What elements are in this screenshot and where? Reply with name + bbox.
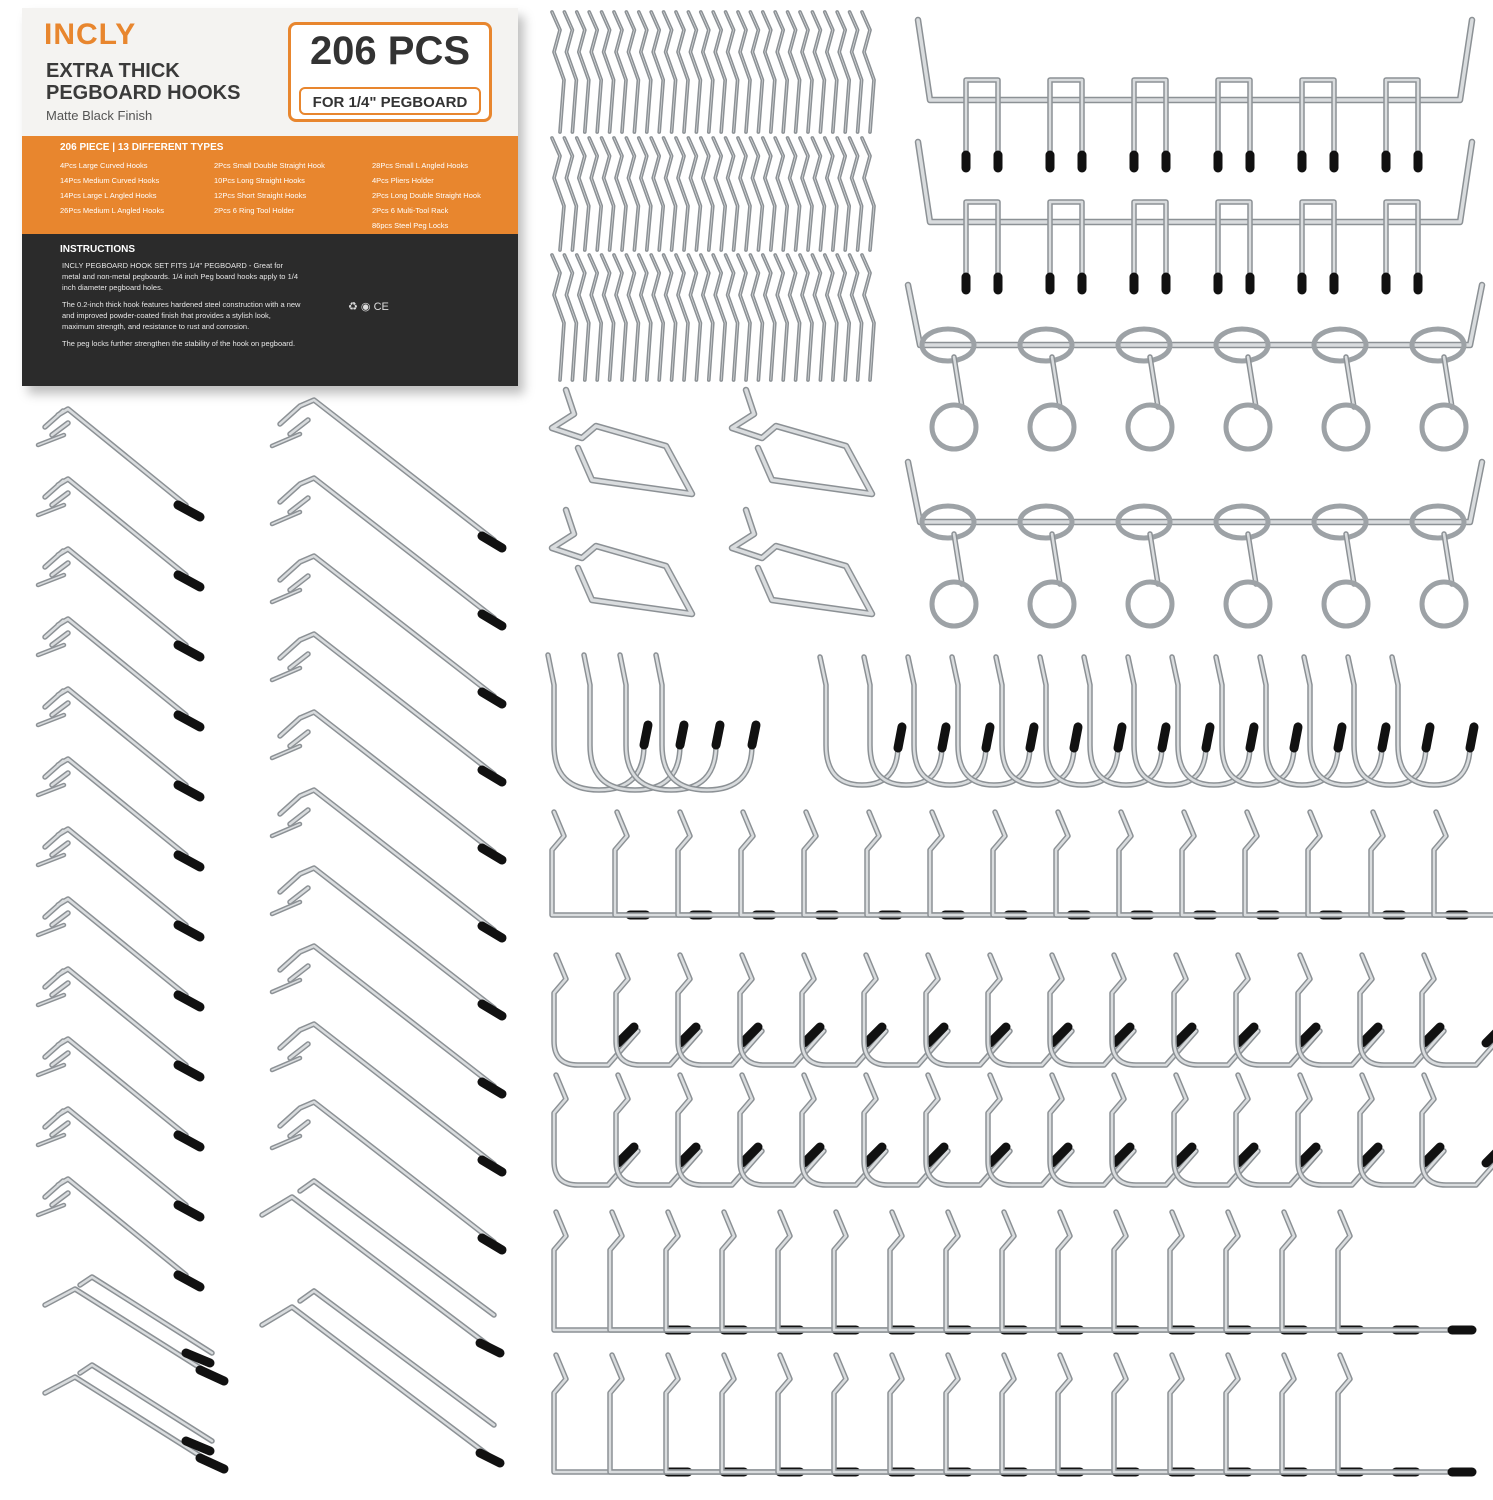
- hook-wire-shadow: [1302, 80, 1334, 160]
- hook-wire-shadow: [825, 12, 837, 132]
- hook-wire: [1444, 357, 1452, 407]
- hook-wire-shadow: [280, 790, 494, 930]
- hook-wire: [1134, 80, 1166, 160]
- ring-bottom: [1422, 405, 1466, 449]
- hook-wire-shadow: [804, 812, 900, 915]
- box-title-line1: EXTRA THICK: [46, 60, 180, 82]
- instruction-item: The 0.2-inch thick hook features hardened steel construction with a new and improved powder-coated finish that provides a stylish look, maximum strength, and resistance to rust and corrosion.: [62, 300, 301, 331]
- hook-wire-shadow: [726, 12, 738, 132]
- type-item: 12Pcs Short Straight Hooks: [214, 191, 307, 200]
- rubber-tip: [200, 1458, 224, 1469]
- hook-wire: [1346, 357, 1354, 407]
- hook-wire-shadow: [825, 138, 837, 250]
- hook-wire-shadow: [1422, 955, 1493, 1065]
- rubber-tip: [898, 727, 902, 748]
- hook-wire: [678, 812, 774, 915]
- rubber-tip: [482, 848, 502, 860]
- hook-wire-shadow: [1040, 657, 1122, 785]
- hook-wire-shadow: [1050, 202, 1082, 282]
- rubber-tip: [480, 1453, 500, 1463]
- rubber-tip: [1030, 727, 1034, 748]
- hook-wire: [552, 510, 692, 614]
- hook-wire: [280, 1102, 494, 1242]
- hook-wire-shadow: [626, 12, 638, 132]
- hook-wire: [1050, 80, 1082, 160]
- hook-wire-shadow: [812, 138, 824, 250]
- badge-subtitle: FOR 1/4" PEGBOARD: [299, 87, 481, 115]
- rubber-tip: [178, 1275, 200, 1287]
- hook-wire-shadow: [952, 657, 1034, 785]
- hook-wire-shadow: [614, 12, 626, 132]
- rubber-tip: [1118, 727, 1122, 748]
- hook-wire: [1386, 202, 1418, 282]
- ring-bottom: [932, 405, 976, 449]
- hook-wire: [1444, 534, 1452, 584]
- hook-wire-shadow: [614, 138, 626, 250]
- hook-wire-shadow: [564, 138, 576, 250]
- rubber-tip: [1338, 727, 1342, 748]
- hook-wire-shadow: [837, 138, 849, 250]
- instruction-item: INCLY PEGBOARD HOOK SET FITS 1/4" PEGBOARD - Great for metal and non-metal pegboards. 1/4 inch Peg board hooks apply to 1/4 inch diameter pegboard holes.: [62, 261, 298, 292]
- hook-wire: [954, 534, 962, 584]
- hook-wire: [908, 462, 1482, 522]
- hook-wire-shadow: [280, 868, 494, 1008]
- hook-wire-shadow: [688, 138, 700, 250]
- rubber-tip: [1382, 727, 1386, 748]
- hook-wire: [1248, 357, 1256, 407]
- peg-locks-group: [552, 12, 874, 380]
- rubber-tip: [1250, 727, 1254, 748]
- hook-wire: [741, 812, 837, 915]
- hook-wire-shadow: [1084, 657, 1166, 785]
- hook-wire: [272, 512, 300, 524]
- hook-wire-shadow: [1128, 657, 1210, 785]
- rubber-tip: [1426, 727, 1430, 748]
- hook-wire-shadow: [918, 20, 1472, 100]
- type-item: 2Pcs Long Double Straight Hook: [372, 191, 481, 200]
- hook-wire: [272, 590, 300, 602]
- hook-wire: [1052, 357, 1060, 407]
- rubber-tip: [480, 1343, 500, 1353]
- hook-wire-shadow: [1134, 202, 1166, 282]
- box-finish: Matte Black Finish: [46, 108, 153, 123]
- angled-hooks-group: [552, 812, 1493, 1472]
- hook-wire-shadow: [862, 138, 874, 250]
- hook-wire: [1150, 357, 1158, 407]
- type-item: 2Pcs 6 Multi-Tool Rack: [372, 206, 449, 215]
- type-item: 14Pcs Large L Angled Hooks: [60, 191, 157, 200]
- brand-logo: INCLY: [44, 18, 137, 51]
- type-item: 2Pcs Small Double Straight Hook: [214, 161, 325, 170]
- hook-wire-shadow: [775, 138, 787, 250]
- hook-wire: [867, 812, 963, 915]
- instructions-heading: INSTRUCTIONS: [60, 244, 135, 255]
- hook-wire-shadow: [750, 12, 762, 132]
- hook-wire: [1371, 812, 1467, 915]
- hook-wire-shadow: [862, 12, 874, 132]
- rubber-tip: [1470, 727, 1474, 748]
- rubber-tip: [482, 692, 502, 704]
- rubber-tip: [178, 855, 200, 867]
- hook-wire: [656, 655, 756, 790]
- hook-wire: [732, 510, 872, 614]
- rubber-tip: [986, 727, 990, 748]
- hook-wire-shadow: [1386, 80, 1418, 160]
- rubber-tip: [716, 725, 720, 745]
- rubber-tip: [752, 725, 756, 745]
- rubber-tip: [178, 1065, 200, 1077]
- hook-wire: [1302, 80, 1334, 160]
- hook-wire-shadow: [850, 138, 862, 250]
- hook-wire: [272, 434, 300, 446]
- hook-wire-shadow: [280, 634, 494, 774]
- type-item: 86pcs Steel Peg Locks: [372, 221, 449, 230]
- hook-wire: [918, 20, 1472, 100]
- hook-wire-shadow: [993, 812, 1089, 915]
- hook-wire-shadow: [602, 138, 614, 250]
- rubber-tip: [482, 1082, 502, 1094]
- hook-wire: [272, 902, 300, 914]
- hook-wire: [272, 746, 300, 758]
- rubber-tip: [178, 505, 200, 517]
- hook-wire-shadow: [996, 657, 1078, 785]
- ring-bottom: [1128, 405, 1172, 449]
- rubber-tip: [178, 645, 200, 657]
- hook-wire-shadow: [589, 12, 601, 132]
- hook-wire: [1346, 534, 1354, 584]
- hook-wire-shadow: [1260, 657, 1342, 785]
- hook-wire-shadow: [589, 138, 601, 250]
- rubber-tip: [482, 1160, 502, 1172]
- hook-wire-shadow: [864, 657, 946, 785]
- hook-wire-shadow: [1386, 202, 1418, 282]
- rubber-tip: [644, 725, 648, 745]
- hook-wire: [280, 634, 494, 774]
- hook-wire-shadow: [626, 138, 638, 250]
- hook-wire-shadow: [678, 812, 774, 915]
- hook-wire: [272, 1058, 300, 1070]
- hook-wire-shadow: [788, 12, 800, 132]
- hook-wire-shadow: [908, 462, 1482, 522]
- type-item: 10Pcs Long Straight Hooks: [214, 176, 305, 185]
- hook-wire-shadow: [908, 657, 990, 785]
- instruction-item: The peg locks further strengthen the stability of the hook on pegboard.: [62, 339, 296, 348]
- ring-bottom: [932, 582, 976, 626]
- hook-wire-shadow: [676, 138, 688, 250]
- hook-wire-shadow: [1050, 80, 1082, 160]
- rubber-tip: [482, 536, 502, 548]
- hook-wire-shadow: [741, 812, 837, 915]
- hook-wire-shadow: [280, 556, 494, 696]
- hook-wire: [280, 1024, 494, 1164]
- hook-wire-shadow: [850, 12, 862, 132]
- hook-wire: [280, 712, 494, 852]
- ring-bottom: [1422, 582, 1466, 626]
- hook-wire-shadow: [788, 138, 800, 250]
- hook-wire-shadow: [1371, 812, 1467, 915]
- rubber-tip: [178, 1205, 200, 1217]
- hook-wire-shadow: [639, 138, 651, 250]
- hook-wire-shadow: [577, 12, 589, 132]
- ring-bottom: [1226, 582, 1270, 626]
- hook-wire-shadow: [775, 12, 787, 132]
- ring-bottom: [1030, 582, 1074, 626]
- hook-wire: [1134, 202, 1166, 282]
- hook-wire-shadow: [908, 285, 1482, 345]
- hook-wire-shadow: [763, 138, 775, 250]
- hook-wire-shadow: [280, 400, 494, 540]
- rubber-tip: [1486, 1147, 1493, 1163]
- hook-wire-shadow: [1245, 812, 1341, 915]
- hook-wire-shadow: [1302, 202, 1334, 282]
- hook-wire-shadow: [837, 12, 849, 132]
- hook-wire-shadow: [930, 812, 1026, 915]
- hook-wire-shadow: [1348, 657, 1430, 785]
- hook-wire: [272, 1136, 300, 1148]
- hook-wire: [280, 868, 494, 1008]
- ring-bottom: [1226, 405, 1270, 449]
- hook-wire-shadow: [713, 12, 725, 132]
- hook-wire-shadow: [1338, 1355, 1468, 1472]
- hook-wire-shadow: [602, 12, 614, 132]
- hook-wire: [1338, 1212, 1468, 1330]
- hook-wire-shadow: [577, 138, 589, 250]
- hook-wire-shadow: [1218, 80, 1250, 160]
- hook-wire-shadow: [639, 12, 651, 132]
- hook-wire: [552, 812, 648, 915]
- hook-wire: [1052, 534, 1060, 584]
- hook-wire: [1245, 812, 1341, 915]
- hook-wire-shadow: [738, 12, 750, 132]
- rubber-tip: [200, 1370, 224, 1381]
- type-item: 2Pcs 6 Ring Tool Holder: [214, 206, 295, 215]
- hook-wire: [1218, 80, 1250, 160]
- type-item: 28Pcs Small L Angled Hooks: [372, 161, 469, 170]
- hook-wire: [804, 812, 900, 915]
- hook-wire-shadow: [1056, 812, 1152, 915]
- hook-wire: [1050, 202, 1082, 282]
- hook-wire-shadow: [966, 202, 998, 282]
- hook-wire: [1218, 202, 1250, 282]
- hook-wire: [615, 812, 711, 915]
- rubber-tip: [178, 995, 200, 1007]
- type-item: 14Pcs Medium Curved Hooks: [60, 176, 160, 185]
- rubber-tip: [942, 727, 946, 748]
- types-heading: 206 PIECE | 13 DIFFERENT TYPES: [60, 142, 224, 153]
- hook-wire-shadow: [867, 812, 963, 915]
- hook-wire-shadow: [750, 138, 762, 250]
- hook-wire-shadow: [280, 712, 494, 852]
- hook-wire-shadow: [1119, 812, 1215, 915]
- pliers-holder-group: [552, 390, 872, 614]
- rubber-tip: [178, 925, 200, 937]
- hook-wire: [1386, 80, 1418, 160]
- rubber-tip: [178, 575, 200, 587]
- rubber-tip: [1074, 727, 1078, 748]
- hook-wire: [272, 668, 300, 680]
- rubber-tip: [178, 715, 200, 727]
- hook-wire: [552, 390, 692, 494]
- tool-racks-group: [908, 20, 1482, 626]
- hook-wire-shadow: [701, 12, 713, 132]
- hook-wire-shadow: [664, 12, 676, 132]
- rubber-tip: [1486, 1027, 1493, 1043]
- ring-bottom: [1128, 582, 1172, 626]
- hook-wire: [1056, 812, 1152, 915]
- hook-wire: [993, 812, 1089, 915]
- hook-wire: [1150, 534, 1158, 584]
- hook-wire-shadow: [966, 80, 998, 160]
- hook-wire: [280, 400, 494, 540]
- rubber-tip: [482, 1238, 502, 1250]
- hook-wire-shadow: [552, 12, 564, 132]
- hook-wire-shadow: [1422, 1075, 1493, 1185]
- hook-wire: [280, 946, 494, 1086]
- ring-bottom: [1324, 405, 1368, 449]
- hook-wire: [280, 556, 494, 696]
- hook-wire: [1302, 202, 1334, 282]
- hook-wire-shadow: [713, 138, 725, 250]
- rubber-tip: [1294, 727, 1298, 748]
- hook-wire-shadow: [564, 12, 576, 132]
- ring-bottom: [1030, 405, 1074, 449]
- rubber-tip: [482, 1004, 502, 1016]
- hook-wire-shadow: [688, 12, 700, 132]
- type-item: 4Pcs Large Curved Hooks: [60, 161, 148, 170]
- hook-wire-shadow: [651, 12, 663, 132]
- rubber-tip: [482, 770, 502, 782]
- hook-wire-shadow: [552, 812, 648, 915]
- hook-wire: [1182, 812, 1278, 915]
- rubber-tip: [482, 926, 502, 938]
- box-title-line2: PEGBOARD HOOKS: [46, 82, 241, 104]
- hook-wire: [966, 202, 998, 282]
- hook-wire: [1434, 812, 1493, 915]
- rubber-tip: [1206, 727, 1210, 748]
- hook-wire-shadow: [664, 138, 676, 250]
- hook-wire-shadow: [656, 655, 756, 790]
- hook-wire: [272, 980, 300, 992]
- hook-wire-shadow: [1218, 202, 1250, 282]
- hook-wire-shadow: [812, 12, 824, 132]
- hook-wire-shadow: [676, 12, 688, 132]
- certification-marks: ♻ ◉ CE: [348, 301, 389, 313]
- hook-wire: [966, 80, 998, 160]
- hook-wire-shadow: [1308, 812, 1404, 915]
- hook-wire-shadow: [280, 946, 494, 1086]
- hook-wire-shadow: [280, 478, 494, 618]
- badge-count: 206 PCS: [309, 29, 471, 73]
- hook-wire-shadow: [280, 1024, 494, 1164]
- hook-wire-shadow: [615, 812, 711, 915]
- hook-wire: [272, 824, 300, 836]
- type-item: 4Pcs Pliers Holder: [372, 176, 434, 185]
- hook-wire: [954, 357, 962, 407]
- hook-wire-shadow: [1172, 657, 1254, 785]
- hook-wire: [280, 790, 494, 930]
- hook-wire: [1248, 534, 1256, 584]
- rubber-tip: [1162, 727, 1166, 748]
- hook-wire: [732, 390, 872, 494]
- hook-wire-shadow: [763, 12, 775, 132]
- curved-hooks-group: [548, 655, 1474, 790]
- rubber-tip: [178, 1135, 200, 1147]
- hook-wire-shadow: [820, 657, 902, 785]
- hook-wire-shadow: [800, 138, 812, 250]
- hook-wire-shadow: [552, 138, 564, 250]
- rubber-tip: [178, 785, 200, 797]
- hook-wire-shadow: [1216, 657, 1298, 785]
- hook-wire-shadow: [701, 138, 713, 250]
- ring-bottom: [1324, 582, 1368, 626]
- type-item: 26Pcs Medium L Angled Hooks: [60, 206, 164, 215]
- hook-wire-shadow: [1134, 80, 1166, 160]
- hook-wire-shadow: [738, 138, 750, 250]
- hook-wire-shadow: [280, 1102, 494, 1242]
- rubber-tip: [482, 614, 502, 626]
- hook-wire-shadow: [1392, 657, 1474, 785]
- hook-wire: [908, 285, 1482, 345]
- hook-wire-shadow: [1182, 812, 1278, 915]
- hook-wire-shadow: [1338, 1212, 1468, 1330]
- hook-wire: [1308, 812, 1404, 915]
- hook-wire: [1119, 812, 1215, 915]
- hook-wire: [1338, 1355, 1468, 1472]
- hook-wire-shadow: [726, 138, 738, 250]
- hook-wire-shadow: [651, 138, 663, 250]
- hook-wire-shadow: [800, 12, 812, 132]
- hook-wire: [280, 478, 494, 618]
- rubber-tip: [680, 725, 684, 745]
- straight-hooks-group: [38, 400, 502, 1469]
- hook-wire-shadow: [1304, 657, 1386, 785]
- hook-wire: [930, 812, 1026, 915]
